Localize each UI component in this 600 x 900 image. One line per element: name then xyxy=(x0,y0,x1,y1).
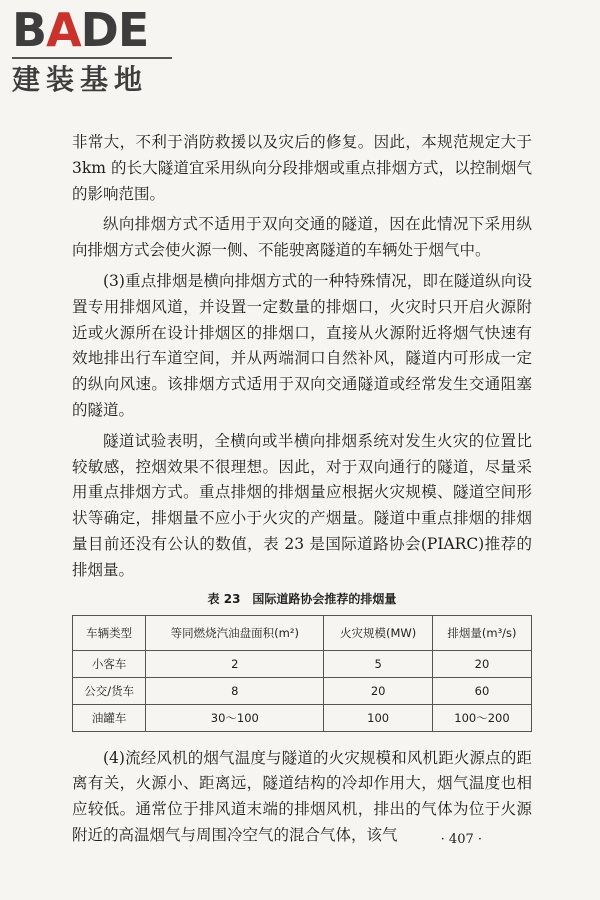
smoke-extraction-table xyxy=(72,615,532,732)
page-body xyxy=(72,130,532,854)
table-row xyxy=(73,677,532,704)
paragraph-3: (3)重点排烟是横向排烟方式的一种特殊情况，即在隧道纵向设置专用排烟风道，并设置一定数量的排烟口，火灾时只开启火源附近或火源所在设计排烟区的排烟口，直接从火源附近将烟气快速有效地排出行车道空间，并从两端洞口自然补风，隧道内可形成一定的纵向风速。该排烟方式适用于双向交通隧道或经常发生交通阻塞的隧道。 xyxy=(72,271,532,419)
logo-accent-letter: A xyxy=(46,3,81,57)
table-row xyxy=(73,704,532,731)
table-header-cell: 排烟量(m³/s) xyxy=(432,615,531,650)
logo-divider xyxy=(12,57,172,59)
table-cell: 100～200 xyxy=(432,704,531,731)
table-cell: 2 xyxy=(146,650,324,677)
table-cell: 公交/货车 xyxy=(73,677,146,704)
paragraph-1: 非常大，不利于消防救援以及灾后的修复。因此，本规范规定大于 3km 的长大隧道宜采用纵向分段排烟或重点排烟方式，以控制烟气的影响范围。 xyxy=(72,133,532,203)
table-cell: 8 xyxy=(146,677,324,704)
table-cell: 100 xyxy=(324,704,433,731)
paragraph-2: 纵向排烟方式不适用于双向交通的隧道，因在此情况下采用纵向排烟方式会使火源一侧、不能驶离隧道的车辆处于烟气中。 xyxy=(72,215,532,260)
table-row xyxy=(73,650,532,677)
paragraph-5: (4)流经风机的烟气温度与隧道的火灾规模和风机距火源点的距离有关，火源小、距离远，隧道结构的冷却作用大，烟气温度也相应较低。通常位于排风道末端的排烟风机，排出的气体为位于火源附近的高温烟气与周围冷空气的混合气体，该气 xyxy=(72,748,532,844)
table-header-cell: 车辆类型 xyxy=(73,615,146,650)
table-cell: 5 xyxy=(324,650,433,677)
table-header-cell: 火灾规模(MW) xyxy=(324,615,433,650)
table-cell: 20 xyxy=(324,677,433,704)
table-cell: 30～100 xyxy=(146,704,324,731)
bade-logo xyxy=(12,3,182,96)
logo-subtitle: 建装基地 xyxy=(12,63,149,96)
table-title: 表 23 国际道路协会推荐的排烟量 xyxy=(207,591,397,606)
table-header-cell: 等同燃烧汽油盘面积(m²) xyxy=(146,615,324,650)
table-header-row xyxy=(73,615,532,650)
table-cell: 小客车 xyxy=(73,650,146,677)
page-number: · 407 · xyxy=(440,832,482,847)
paragraph-4: 隧道试验表明，全横向或半横向排烟系统对发生火灾的位置比较敏感，控烟效果不很理想。因此，对于双向通行的隧道，尽量采用重点排烟方式。重点排烟的排烟量应根据火灾规模、隧道空间形状等确定，排烟量不应小于火灾的产烟量。隧道中重点排烟的排烟量目前还没有公认的数值，表 23 是国际道路协会(PIARC)推荐的排烟量。 xyxy=(72,431,532,579)
table-cell: 60 xyxy=(432,677,531,704)
table-cell: 油罐车 xyxy=(73,704,146,731)
table-cell: 20 xyxy=(432,650,531,677)
logo-wordmark: BADE xyxy=(12,3,149,57)
